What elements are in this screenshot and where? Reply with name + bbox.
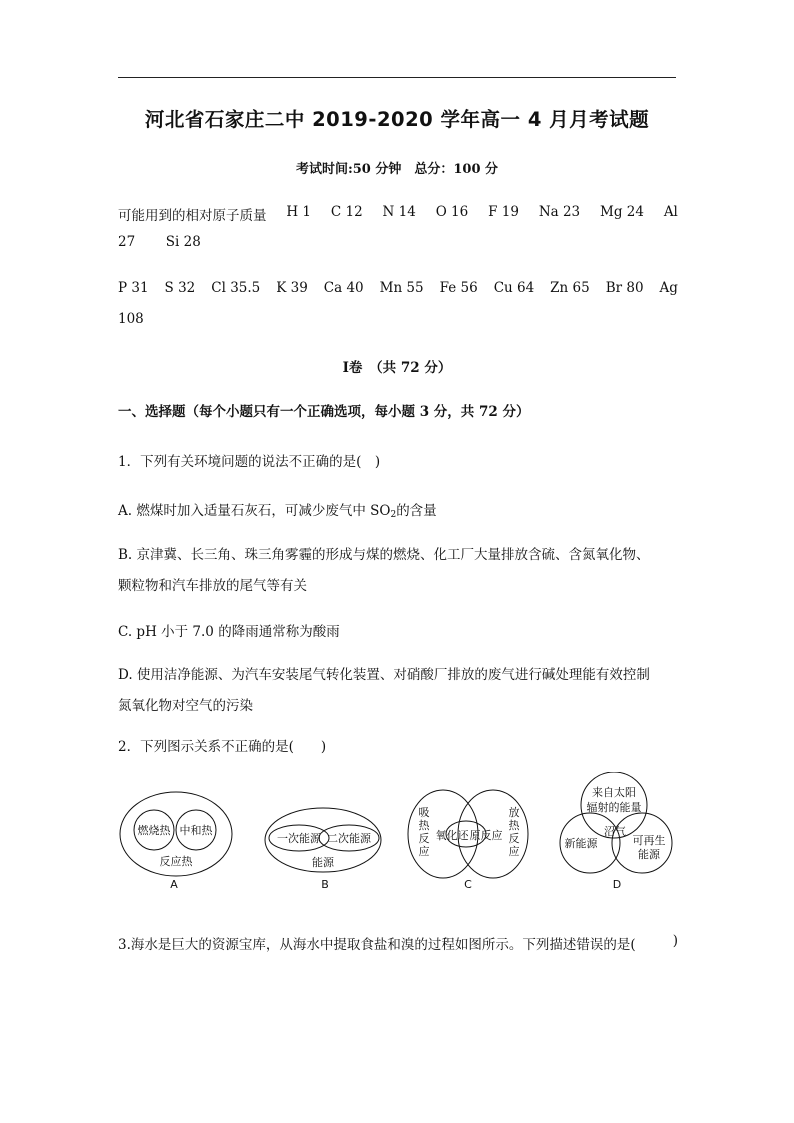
question-2-figures xyxy=(118,772,688,897)
atomic-mass-item: Si 28 xyxy=(165,234,201,250)
question-1-option-d: D. 使用洁净能源、为汽车安装尾气转化装置、对硝酸厂排放的废气进行碱处理能有效控制 xyxy=(118,667,650,683)
figure-d-left: 新能源 xyxy=(564,837,598,850)
exam-info: 考试时间:50 分钟 总分：100 分 xyxy=(295,162,499,177)
atomic-mass-row-1-cont xyxy=(118,234,201,250)
figure-b-inner2: 二次能源 xyxy=(327,832,371,845)
header-rule xyxy=(118,77,676,78)
question-1-option-d-cont: 氮氧化物对空气的污染 xyxy=(118,698,253,714)
atomic-mass-item: Cl 35.5 xyxy=(211,280,261,296)
atomic-mass-item: Na 23 xyxy=(538,204,581,220)
atomic-mass-label: 可能用到的相对原子质量 xyxy=(118,208,267,224)
atomic-mass-item: Br 80 xyxy=(605,280,644,296)
figure-c-label: C xyxy=(464,878,472,891)
figure-c-right-2: 热 xyxy=(508,819,520,832)
atomic-mass-item: K 39 xyxy=(276,280,308,296)
figure-c-mid2: 原反应 xyxy=(469,829,503,842)
atomic-mass-item: Al xyxy=(663,204,678,220)
atomic-mass-item: Ag xyxy=(659,280,678,296)
figure-d-top1: 来自太阳 xyxy=(592,786,636,799)
atomic-mass-item: 27 xyxy=(118,234,136,250)
figure-c-right-4: 应 xyxy=(508,845,520,858)
figure-c-right-1: 放 xyxy=(508,806,520,819)
question-1-option-b-cont: 颗粒物和汽车排放的尾气等有关 xyxy=(118,578,307,594)
question-2-stem: 2．下列图示关系不正确的是( ) xyxy=(118,739,327,755)
figure-d-right1: 可再生 xyxy=(632,834,666,847)
atomic-mass-item: O 16 xyxy=(435,204,469,220)
figure-b-label: B xyxy=(321,878,329,891)
page-title: 河北省石家庄二中 2019-2020 学年高一 4 月月考试题 xyxy=(144,108,650,131)
atomic-mass-item: S 32 xyxy=(164,280,196,296)
figure-c-left-2: 热 xyxy=(418,819,430,832)
figure-d-label: D xyxy=(612,878,622,891)
figure-b-outer: 能源 xyxy=(312,856,334,869)
atomic-mass-item: Mn 55 xyxy=(379,280,424,296)
atomic-mass-item: H 1 xyxy=(286,204,312,220)
atomic-mass-item: P 31 xyxy=(118,280,149,296)
atomic-mass-item: Cu 64 xyxy=(493,280,535,296)
section-heading: 一、选择题（每个小题只有一个正确选项，每小题 3 分，共 72 分） xyxy=(118,404,530,420)
question-1-option-c: C. pH 小于 7.0 的降雨通常称为酸雨 xyxy=(118,624,340,640)
figure-d-right2: 能源 xyxy=(638,848,660,861)
atomic-mass-row-1 xyxy=(118,204,678,224)
atomic-mass-item: N 14 xyxy=(382,204,416,220)
figure-a-outer: 反应热 xyxy=(159,855,193,868)
atomic-mass-row-2 xyxy=(118,280,678,296)
atomic-mass-item: C 12 xyxy=(330,204,363,220)
figure-c-left-1: 吸 xyxy=(418,806,430,819)
atomic-mass-item: Ca 40 xyxy=(323,280,364,296)
figure-c-right-3: 反 xyxy=(508,832,520,845)
figure-b-inner1: 一次能源 xyxy=(277,832,321,845)
atomic-mass-item: Zn 65 xyxy=(550,280,590,296)
figure-a-inner1: 燃烧热 xyxy=(137,824,171,837)
volume-title: Ⅰ卷 （共 72 分） xyxy=(342,360,452,376)
figure-a-inner2: 中和热 xyxy=(179,824,213,837)
atomic-mass-row-2-cont: 108 xyxy=(118,311,144,327)
atomic-mass-item: Fe 56 xyxy=(439,280,478,296)
atomic-mass-item: Mg 24 xyxy=(600,204,644,220)
figure-d-center: 沼气 xyxy=(604,825,626,838)
figure-d-top2: 辐射的能量 xyxy=(586,801,642,814)
figure-a-label: A xyxy=(170,878,178,891)
atomic-mass-item: F 19 xyxy=(488,204,519,220)
figure-c-mid1: 氧化还 xyxy=(435,829,469,842)
figure-c-left-3: 反 xyxy=(418,832,430,845)
question-3-stem: 3.海水是巨大的资源宝库，从海水中提取食盐和溴的过程如图所示。下列描述错误的是( ) xyxy=(118,933,678,953)
question-1-stem: 1．下列有关环境问题的说法不正确的是( ) xyxy=(118,454,381,470)
question-1-option-b: B. 京津冀、长三角、珠三角雾霾的形成与煤的燃烧、化工厂大量排放含硫、含氮氧化物、 xyxy=(118,547,650,563)
figure-c-left-4: 应 xyxy=(418,845,430,858)
question-1-option-a: A. 燃煤时加入适量石灰石，可减少废气中 $SO_2$的含量 xyxy=(118,503,437,520)
